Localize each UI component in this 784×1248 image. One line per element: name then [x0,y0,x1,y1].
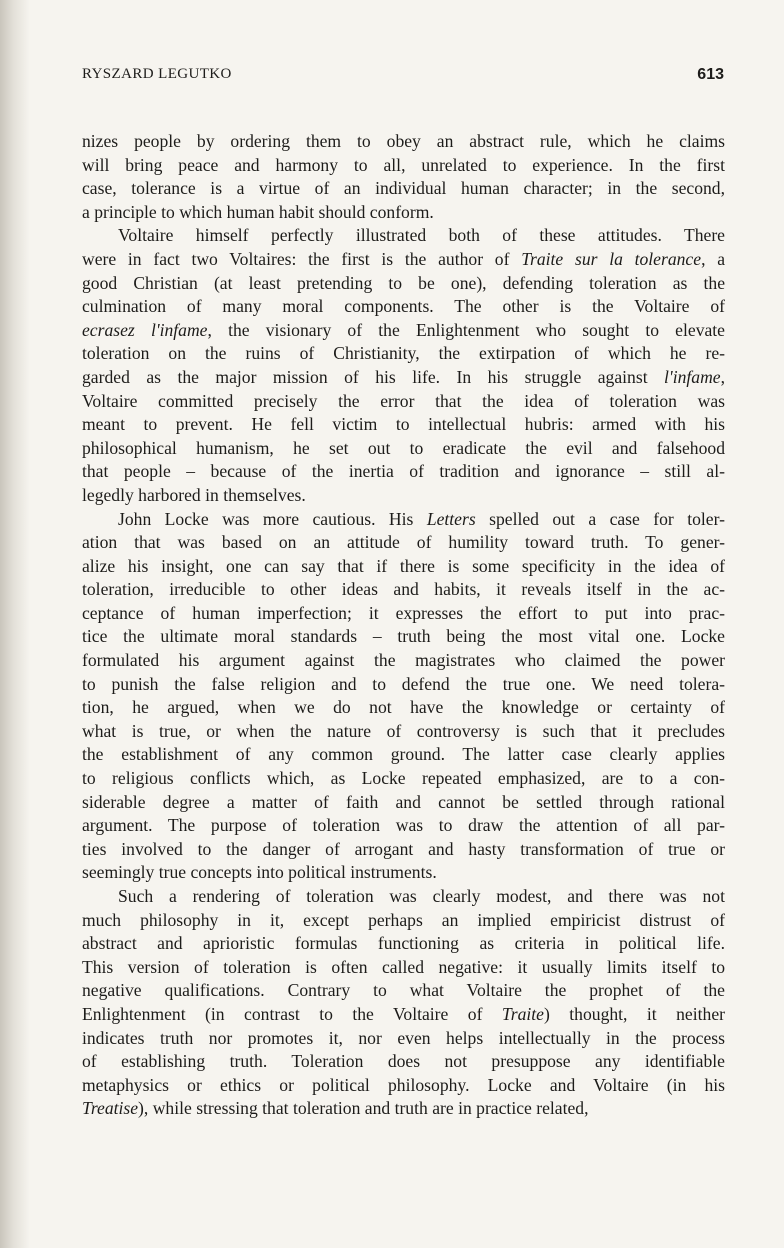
text-line: good Christian (at least pretending to be one), defending toleration as the [82,272,725,293]
paragraph [82,508,725,886]
text-line: negative qualifications. Contrary to what Voltaire the prophet of the [82,980,725,1001]
text-line: indicates truth nor promotes it, nor even helps intellectually in the process [82,1027,725,1048]
text-line: Enlightenment (in contrast to the Voltaire of Traite) thought, it neither [82,1003,725,1024]
text-line: the establishment of any common ground. The latter case clearly applies [82,744,725,765]
text-line: ties involved to the danger of arrogant and hasty transformation of true or [82,838,725,859]
text-line: metaphysics or ethics or political philosophy. Locke and Voltaire (in his [82,1074,725,1095]
text-line: case, tolerance is a virtue of an individual human character; in the second, [82,178,725,199]
paragraph [82,885,725,1121]
text-line: tice the ultimate moral standards – truth being the most vital one. Locke [82,626,725,647]
text-line: much philosophy in it, except perhaps an implied empiricist distrust of [82,909,725,930]
text-line: that people – because of the inertia of tradition and ignorance – still al- [82,461,725,482]
body-text [82,130,725,1121]
text-line: Voltaire himself perfectly illustrated both of these attitudes. There [118,225,725,246]
text-line: Such a rendering of toleration was clearly modest, and there was not [118,886,725,906]
text-line: ecrasez l'infame, the visionary of the Enlightenment who sought to elevate [82,319,725,340]
text-line: nizes people by ordering them to obey an abstract rule, which he claims [82,131,725,151]
text-line: Voltaire committed precisely the error that the idea of toleration was [82,390,725,411]
text-line: meant to prevent. He fell victim to intellectual hubris: armed with his [82,414,725,435]
text-line: toleration on the ruins of Christianity, the extirpation of which he re- [82,343,725,364]
text-line: argument. The purpose of toleration was to draw the attention of all par- [82,815,725,836]
text-line: philosophical humanism, he set out to eradicate the evil and falsehood [82,437,725,458]
text-line: alize his insight, one can say that if there is some specificity in the idea of [82,555,725,576]
text-line: toleration, irreducible to other ideas and habits, it reveals itself in the ac- [82,579,725,600]
text-line: what is true, or when the nature of controversy is such that it precludes [82,720,725,741]
paragraph [82,130,725,224]
paragraph [82,224,725,507]
text-line: This version of toleration is often called negative: it usually limits itself to [82,956,725,977]
text-line: legedly harbored in themselves. [82,484,306,505]
text-line: garded as the major mission of his life. In his struggle against l'infame, [82,366,725,387]
text-line: John Locke was more cautious. His Letters spelled out a case for toler- [118,508,725,529]
page-number: 613 [697,66,724,83]
text-line: tion, he argued, when we do not have the knowledge or certainty of [82,697,725,718]
text-line: culmination of many moral components. The other is the Voltaire of [82,296,725,317]
text-line: to religious conflicts which, as Locke repeated emphasized, are to a con- [82,768,725,789]
text-line: ceptance of human imperfection; it expresses the effort to put into prac- [82,602,725,623]
text-line: of establishing truth. Toleration does not presuppose any identifiable [82,1051,725,1072]
text-line: a principle to which human habit should conform. [82,201,434,222]
page-gutter-shadow [0,0,30,1248]
text-line: abstract and aprioristic formulas functioning as criteria in political life. [82,933,725,954]
text-line: Treatise), while stressing that toleration and truth are in practice related, [82,1098,589,1119]
text-line: ation that was based on an attitude of humility toward truth. To gener- [82,532,725,553]
text-line: to punish the false religion and to defend the true one. We need tolera- [82,673,725,694]
page-header [82,66,724,90]
text-line: formulated his argument against the magistrates who claimed the power [82,650,725,671]
text-line: were in fact two Voltaires: the first is the author of Traite sur la tolerance, a [82,248,726,269]
text-line: will bring peace and harmony to all, unrelated to experience. In the first [82,154,725,175]
text-line: siderable degree a matter of faith and cannot be settled through rational [82,791,725,812]
text-line: seemingly true concepts into political instruments. [82,862,437,883]
running-head: RYSZARD LEGUTKO [82,66,232,82]
